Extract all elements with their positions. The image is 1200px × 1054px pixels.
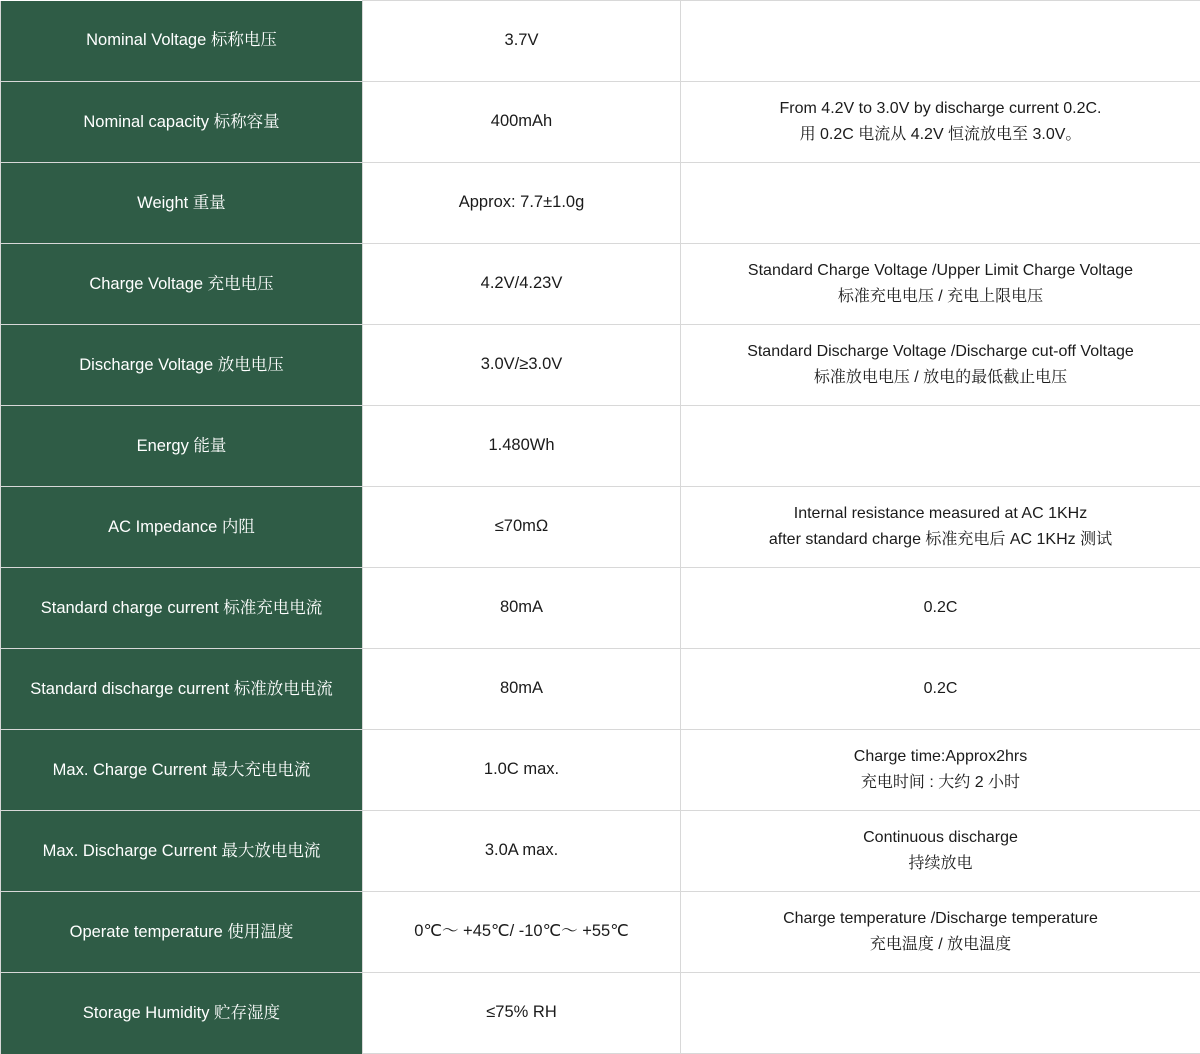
spec-label-cell: Max. Discharge Current 最大放电电流 [1,811,363,892]
spec-label-cell: AC Impedance 内阻 [1,487,363,568]
spec-note-cell [681,568,1200,649]
spec-value-cell: 3.7V [363,1,681,82]
spec-value-cell: ≤70mΩ [363,487,681,568]
spec-label-cell: Weight 重量 [1,163,363,244]
spec-note-cell [681,811,1200,892]
table-row [1,811,1200,892]
table-row [1,1,1200,82]
spec-note-cell [681,406,1200,487]
spec-value-cell: 4.2V/4.23V [363,244,681,325]
spec-note-cell [681,325,1200,406]
spec-label-cell: Standard discharge current 标准放电电流 [1,649,363,730]
spec-label-cell: Storage Humidity 贮存湿度 [1,973,363,1054]
spec-note-line: From 4.2V to 3.0V by discharge current 0.2C. [681,96,1200,122]
spec-label-cell: Energy 能量 [1,406,363,487]
spec-note-cell [681,82,1200,163]
table-row [1,973,1200,1054]
spec-value-cell: 400mAh [363,82,681,163]
spec-note-line: 0.2C [681,595,1200,621]
spec-note-line: 0.2C [681,676,1200,702]
spec-label-cell: Nominal capacity 标称容量 [1,82,363,163]
spec-label-cell: Discharge Voltage 放电电压 [1,325,363,406]
spec-label-cell: Max. Charge Current 最大充电电流 [1,730,363,811]
spec-note-cell [681,730,1200,811]
spec-note-cell [681,1,1200,82]
spec-note-line: 充电时间 : 大约 2 小时 [681,770,1200,796]
spec-value-cell: 1.0C max. [363,730,681,811]
spec-value-cell: 0℃～ +45℃/ -10℃～ +55℃ [363,892,681,973]
spec-note-line: Continuous discharge [681,825,1200,851]
spec-note-line: Charge temperature /Discharge temperature [681,906,1200,932]
spec-note-cell [681,487,1200,568]
spec-note-line: 充电温度 / 放电温度 [681,932,1200,958]
spec-label-cell: Charge Voltage 充电电压 [1,244,363,325]
spec-note-cell [681,649,1200,730]
spec-note-line: 标准充电电压 / 充电上限电压 [681,284,1200,310]
table-row [1,487,1200,568]
table-row [1,649,1200,730]
spec-note-line: 用 0.2C 电流从 4.2V 恒流放电至 3.0V。 [681,122,1200,148]
spec-value-cell: 3.0A max. [363,811,681,892]
spec-note-line: Internal resistance measured at AC 1KHz [681,501,1200,527]
spec-note-line: Standard Charge Voltage /Upper Limit Charge Voltage [681,258,1200,284]
table-row [1,730,1200,811]
table-row [1,163,1200,244]
spec-label-cell: Operate temperature 使用温度 [1,892,363,973]
spec-note-cell [681,163,1200,244]
table-row [1,244,1200,325]
spec-note-line: Charge time:Approx2hrs [681,744,1200,770]
spec-value-cell: Approx: 7.7±1.0g [363,163,681,244]
spec-value-cell: 1.480Wh [363,406,681,487]
spec-note-cell [681,892,1200,973]
spec-note-line: Standard Discharge Voltage /Discharge cut-off Voltage [681,339,1200,365]
spec-label-cell: Standard charge current 标准充电电流 [1,568,363,649]
spec-value-cell: 3.0V/≥3.0V [363,325,681,406]
table-row [1,325,1200,406]
table-row [1,892,1200,973]
spec-note-cell [681,244,1200,325]
spec-table-body [1,1,1200,1054]
table-row [1,406,1200,487]
spec-value-cell: 80mA [363,649,681,730]
spec-note-line: 持续放电 [681,851,1200,877]
spec-value-cell: 80mA [363,568,681,649]
spec-note-line: 标准放电电压 / 放电的最低截止电压 [681,365,1200,391]
table-row [1,568,1200,649]
spec-note-line: after standard charge 标准充电后 AC 1KHz 测试 [681,527,1200,553]
spec-note-cell [681,973,1200,1054]
table-row [1,82,1200,163]
spec-label-cell: Nominal Voltage 标称电压 [1,1,363,82]
spec-value-cell: ≤75% RH [363,973,681,1054]
